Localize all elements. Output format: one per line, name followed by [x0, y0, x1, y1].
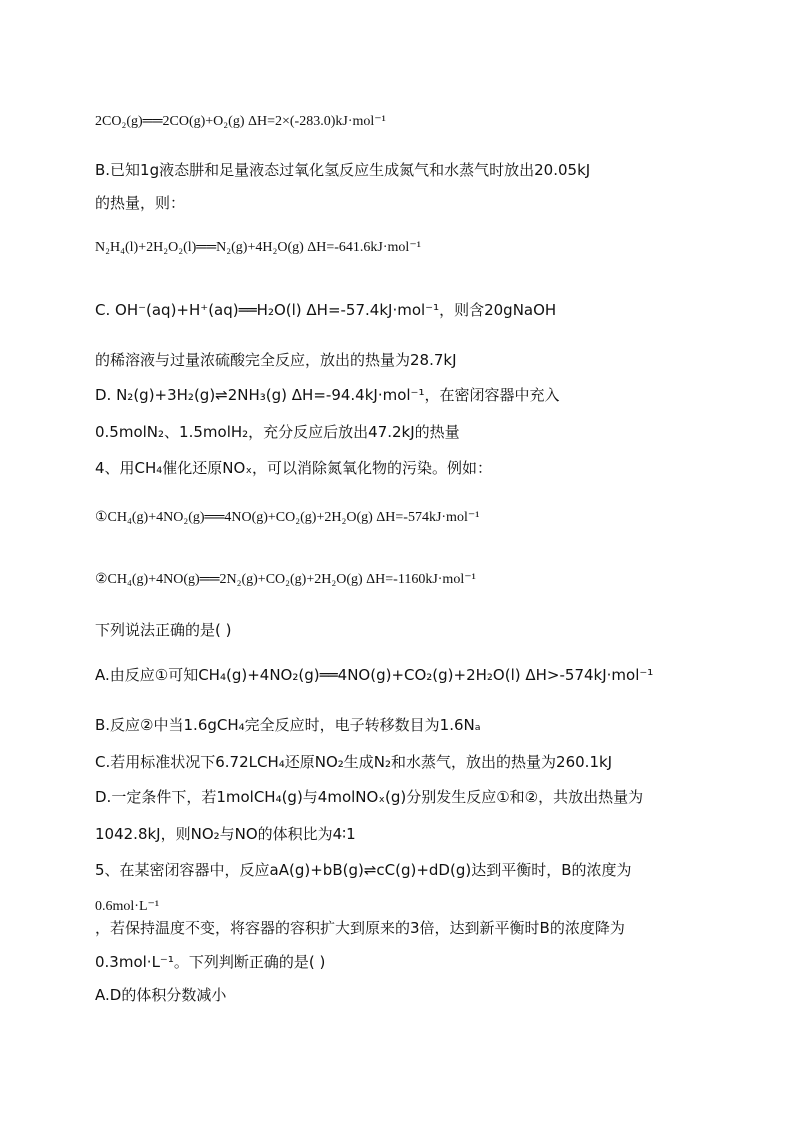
question-5-concentration: 0.6mol·L⁻¹ — [95, 899, 160, 914]
question-5-option-a: A.D的体积分数减小 — [95, 986, 227, 1004]
question-4-option-a: A.由反应①可知CH₄(g)+4NO₂(g)══4NO(g)+CO₂(g)+2H₂O(l) ΔH>-574kJ·mol⁻¹ — [95, 666, 654, 684]
reaction-1: ①CH₄(g)+4NO₂(g)══4NO(g)+CO₂(g)+2H₂O(g) ΔH=-574kJ·mol⁻¹ — [95, 510, 480, 525]
equation-hydrazine: N₂H₄(l)+2H₂O₂(l)══N₂(g)+4H₂O(g) ΔH=-641.6kJ·mol⁻¹ — [95, 240, 421, 255]
question-4-option-d: D.一定条件下，若1molCH₄(g)与4molNOₓ(g)分别发生反应①和②，共放出热量为 — [95, 788, 644, 806]
option-d-continuation: 0.5molN₂、1.5molH₂，充分反应后放出47.2kJ的热量 — [95, 423, 460, 441]
question-5-stem: 5、在某密闭容器中，反应aA(g)+bB(g)⇌cC(g)+dD(g)达到平衡时，B的浓度为 — [95, 861, 632, 879]
question-5-condition: ，若保持温度不变，将容器的容积扩大到原来的3倍，达到新平衡时B的浓度降为 — [95, 919, 625, 937]
question-4-option-b: B.反应②中当1.6gCH₄完全反应时，电子转移数目为1.6Nₐ — [95, 716, 481, 734]
reaction-2: ②CH₄(g)+4NO(g)══2N₂(g)+CO₂(g)+2H₂O(g) ΔH=-1160kJ·mol⁻¹ — [95, 572, 476, 587]
option-b-statement: B.已知1g液态肼和足量液态过氧化氢反应生成氮气和水蒸气时放出20.05kJ — [95, 161, 591, 179]
equation-co2-decomposition: 2CO₂(g)══2CO(g)+O₂(g) ΔH=2×(-283.0)kJ·mol⁻¹ — [95, 114, 386, 129]
question-4-prompt: 下列说法正确的是( ) — [95, 621, 232, 639]
option-c-continuation: 的稀溶液与过量浓硫酸完全反应，放出的热量为28.7kJ — [95, 351, 457, 369]
question-4-stem: 4、用CH₄催化还原NOₓ，可以消除氮氧化物的污染。例如： — [95, 459, 492, 477]
option-b-continuation: 的热量，则： — [95, 194, 186, 212]
option-d-statement: D. N₂(g)+3H₂(g)⇌2NH₃(g) ΔH=-94.4kJ·mol⁻¹，在密闭容器中充入 — [95, 386, 560, 404]
option-c-statement: C. OH⁻(aq)+H⁺(aq)══H₂O(l) ΔH=-57.4kJ·mol⁻¹，则含20gNaOH — [95, 301, 557, 319]
question-5-prompt: 0.3mol·L⁻¹。下列判断正确的是( ) — [95, 953, 326, 971]
question-4-option-d-continuation: 1042.8kJ，则NO₂与NO的体积比为4∶1 — [95, 825, 356, 843]
question-4-option-c: C.若用标准状况下6.72LCH₄还原NO₂生成N₂和水蒸气，放出的热量为260.1kJ — [95, 753, 613, 771]
